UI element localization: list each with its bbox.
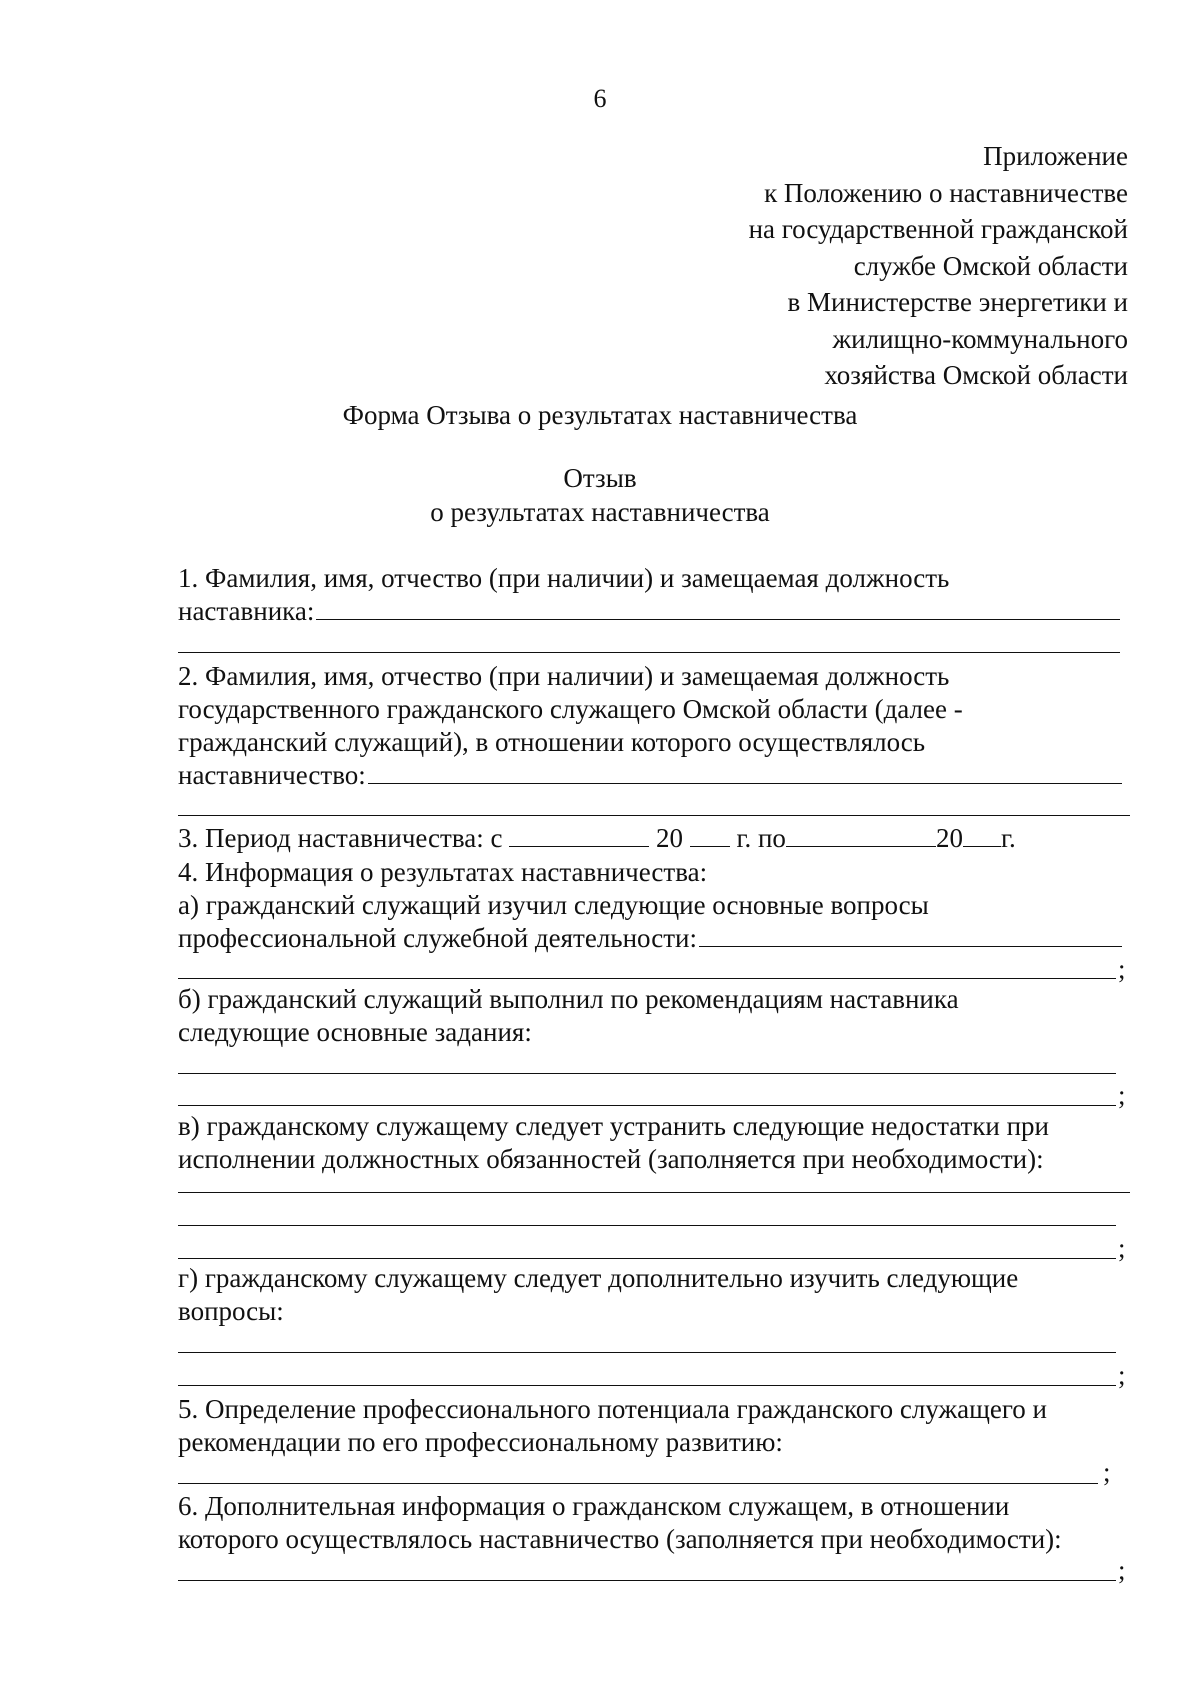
semicolon-d: ; — [1118, 1360, 1126, 1390]
shortcomings-blank-line1[interactable] — [178, 1192, 1130, 1193]
section4-d-line2: вопросы: — [178, 1296, 284, 1326]
appendix-line: службе Омской области — [853, 250, 1128, 281]
employee-name-blank-line[interactable] — [178, 815, 1130, 816]
semicolon-c: ; — [1118, 1233, 1126, 1263]
mentor-name-blank-line[interactable] — [178, 652, 1120, 653]
section3-period — [178, 823, 1078, 854]
employee-name-blank[interactable] — [368, 761, 1122, 784]
appendix-line: к Положению о наставничестве — [764, 177, 1128, 208]
shortcomings-blank-line3[interactable] — [178, 1258, 1116, 1259]
review-subtitle: о результатах наставничества — [430, 497, 770, 527]
section3-label: 3. Период наставничества: с — [178, 823, 503, 853]
appendix-header — [749, 138, 1128, 394]
section4-b-line1: б) гражданский служащий выполнил по рекомендациям наставника — [178, 984, 959, 1014]
section5-line2: рекомендации по его профессиональному развитию: — [178, 1427, 783, 1457]
section5-line1: 5. Определение профессионального потенциала гражданского служащего и — [178, 1394, 1047, 1424]
appendix-line: хозяйства Омской области — [824, 360, 1128, 390]
section6-line2: которого осуществлялось наставничество (заполняется при необходимости): — [178, 1524, 1062, 1554]
period-end-year-blank[interactable] — [963, 824, 1001, 847]
semicolon-b: ; — [1118, 1080, 1126, 1110]
section4-c-line1: в) гражданскому служащему следует устранить следующие недостатки при — [178, 1111, 1050, 1141]
potential-blank-line[interactable] — [178, 1483, 1098, 1484]
additional-info-blank-line[interactable] — [178, 1580, 1116, 1581]
period-end-date-blank[interactable] — [786, 824, 936, 847]
period-start-year-blank[interactable] — [690, 824, 730, 847]
semicolon-6: ; — [1118, 1555, 1126, 1585]
appendix-line: Приложение — [983, 141, 1128, 171]
completed-tasks-blank-line1[interactable] — [178, 1073, 1116, 1074]
form-title: Форма Отзыва о результатах наставничества — [342, 400, 858, 430]
completed-tasks-blank-line2[interactable] — [178, 1105, 1116, 1106]
section4-a-label: профессиональной служебной деятельности: — [178, 923, 697, 953]
appendix-line: в Министерстве энергетики и — [787, 287, 1128, 317]
section2-line2: государственного гражданского служащего Омской области (далее - — [178, 694, 963, 724]
appendix-line: жилищно-коммунального — [832, 323, 1128, 354]
shortcomings-blank-line2[interactable] — [178, 1225, 1116, 1226]
period-year2: 20 — [935, 823, 963, 853]
semicolon-5: ; — [1103, 1457, 1111, 1487]
appendix-line: на государственной гражданской — [748, 214, 1128, 244]
section4-title: 4. Информация о результатах наставничества: — [178, 857, 708, 887]
period-start-date-blank[interactable] — [509, 824, 649, 847]
section2-line1: 2. Фамилия, имя, отчество (при наличии) и замещаемая должность — [178, 661, 950, 691]
additional-study-blank-line2[interactable] — [178, 1385, 1116, 1386]
period-end: г. — [1000, 823, 1016, 853]
studied-questions-blank[interactable] — [699, 924, 1122, 947]
period-year1: 20 — [655, 823, 683, 853]
section2-employee-field[interactable] — [178, 759, 1122, 791]
section4-c-line2: исполнении должностных обязанностей (заполняется при необходимости): — [178, 1144, 1044, 1174]
period-mid: г. по — [736, 823, 786, 853]
section1-label: наставника: — [178, 596, 315, 626]
mentor-name-blank[interactable] — [316, 597, 1120, 620]
section1-mentor-field[interactable] — [178, 595, 1120, 627]
section4-d-line1: г) гражданскому служащему следует дополнительно изучить следующие — [178, 1263, 1019, 1293]
section6-line1: 6. Дополнительная информация о гражданском служащем, в отношении — [178, 1491, 1010, 1521]
page-number: 6 — [593, 84, 607, 113]
section4-b-line2: следующие основные задания: — [178, 1017, 532, 1047]
semicolon-a: ; — [1118, 954, 1126, 984]
review-title: Отзыв — [563, 463, 637, 493]
section4-a-field[interactable] — [178, 922, 1122, 954]
section2-label: наставничество: — [178, 760, 366, 790]
section1-line1: 1. Фамилия, имя, отчество (при наличии) и замещаемая должность — [178, 563, 950, 593]
section4-a-line1: а) гражданский служащий изучил следующие основные вопросы — [178, 890, 929, 920]
studied-questions-blank-line[interactable] — [178, 978, 1116, 979]
additional-study-blank-line1[interactable] — [178, 1352, 1116, 1353]
section2-line3: гражданский служащий), в отношении которого осуществлялось — [178, 727, 926, 757]
